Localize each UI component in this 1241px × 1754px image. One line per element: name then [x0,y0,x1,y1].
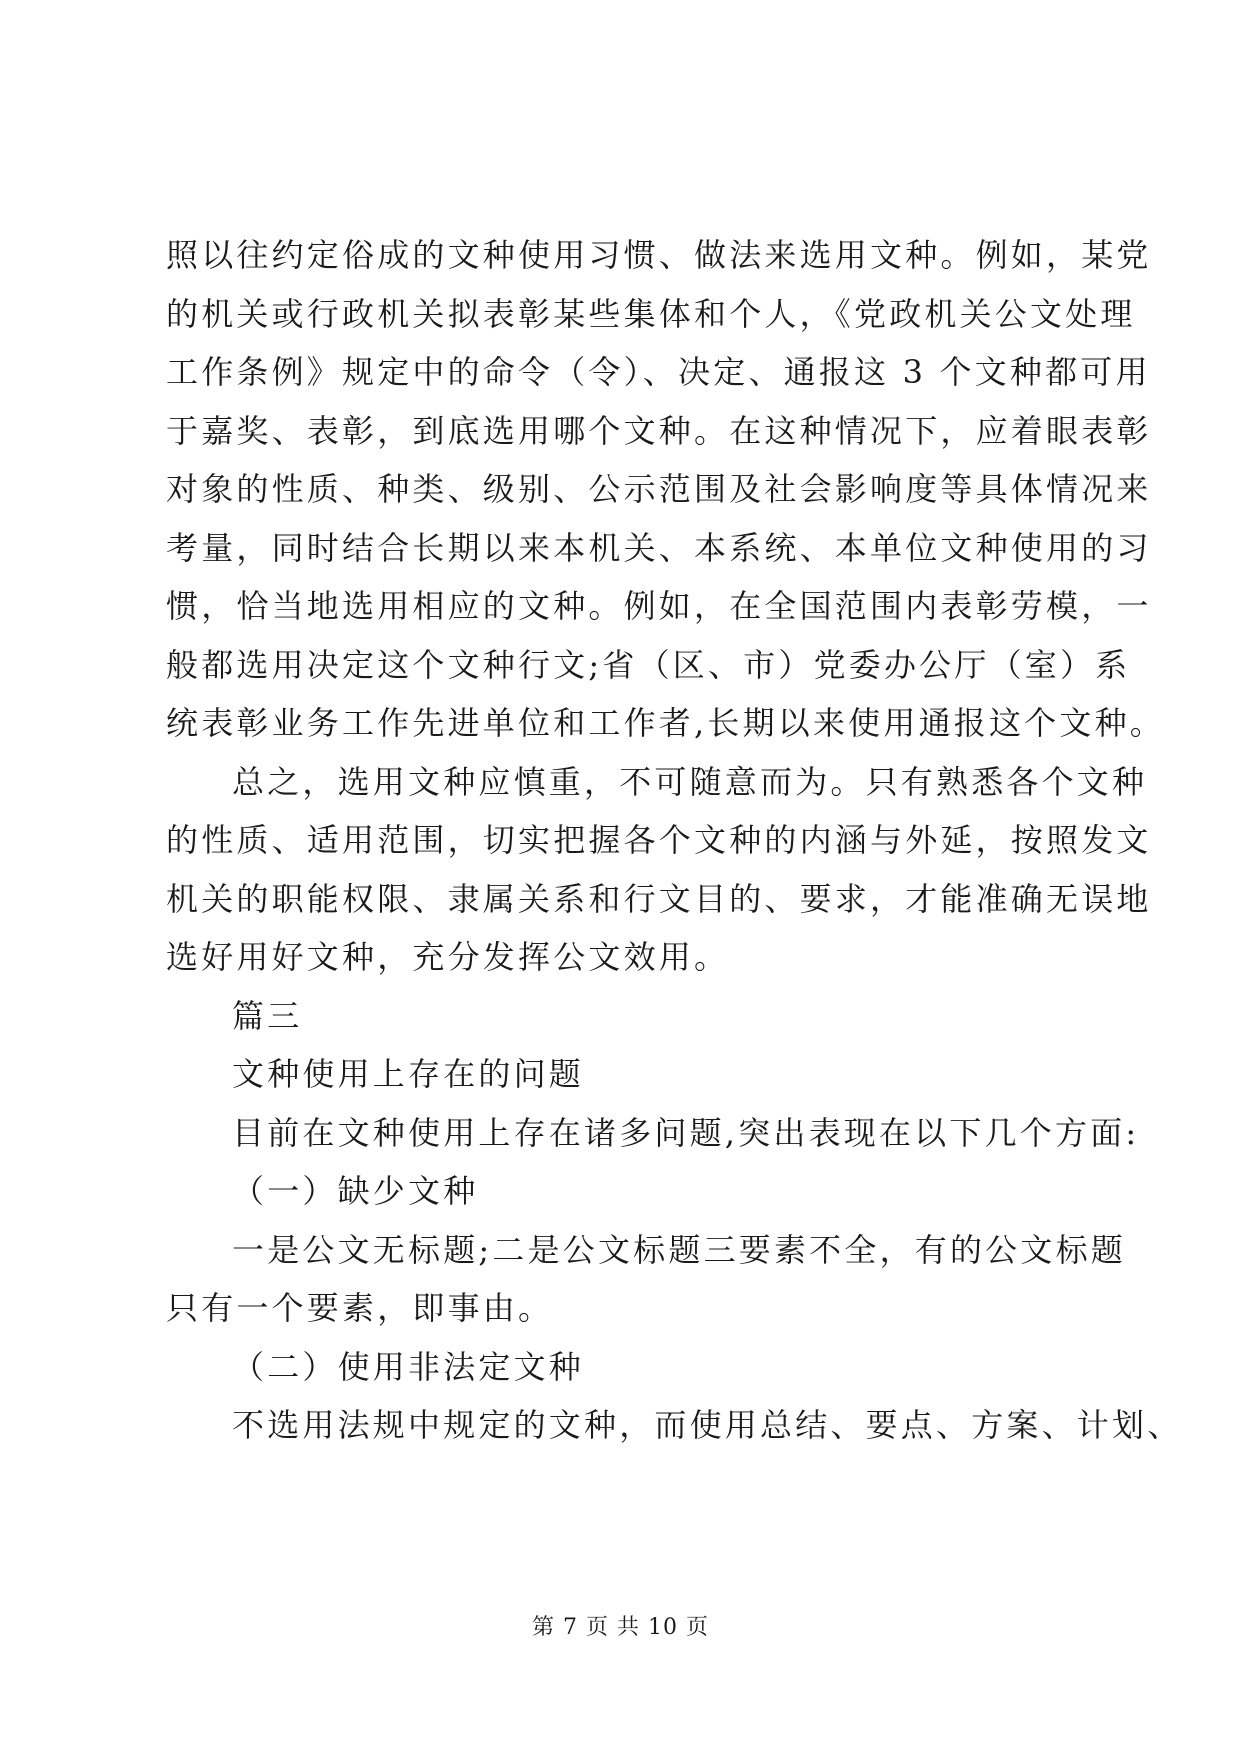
body-line: 般都选用决定这个文种行文;省（区、市）党委办公厅（室）系 [166,645,1131,684]
body-line: 于嘉奖、表彰，到底选用哪个文种。在这种情况下，应着眼表彰 [166,411,1152,450]
subsection-heading: （二）使用非法定文种 [232,1347,585,1386]
body-line: 不选用法规中规定的文种，而使用总结、要点、方案、计划、 [232,1406,1183,1444]
body-line: 一是公文无标题;二是公文标题三要素不全，有的公文标题 [232,1230,1126,1269]
body-line: 目前在文种使用上存在诸多问题,突出表现在以下几个方面: [232,1113,1140,1152]
body-line: 统表彰业务工作先进单位和工作者,长期以来使用通报这个文种。 [166,704,1165,742]
document-body [166,226,1183,1455]
body-line: 只有一个要素，即事由。 [166,1289,554,1327]
subsection-heading: （一）缺少文种 [232,1172,479,1210]
body-line: 惯，恰当地选用相应的文种。例如，在全国范围内表彰劳模，一 [166,587,1152,625]
body-line: 选好用好文种，充分发挥公文效用。 [166,938,730,976]
body-line: 机关的职能权限、隶属关系和行文目的、要求，才能准确无误地 [166,879,1152,918]
body-line: 的性质、适用范围，切实把握各个文种的内涵与外延，按照发文 [166,821,1152,859]
page-number-footer: 第 7 页 共 10 页 [532,1615,709,1640]
body-line: 考量，同时结合长期以来本机关、本系统、本单位文种使用的习 [166,528,1152,567]
section-subheading: 文种使用上存在的问题 [232,1055,585,1093]
section-heading: 篇三 [232,996,303,1035]
body-line: 总之，选用文种应慎重，不可随意而为。只有熟悉各个文种 [232,762,1148,801]
body-line: 的机关或行政机关拟表彰某些集体和个人，《党政机关公文处理 [166,294,1136,333]
body-line: 照以往约定俗成的文种使用习惯、做法来选用文种。例如，某党 [166,236,1152,274]
body-line: 对象的性质、种类、级别、公示范围及社会影响度等具体情况来 [166,470,1152,508]
body-line: 工作条例》规定中的命令（令）、决定、通报这 3 个文种都可用 [166,353,1151,391]
